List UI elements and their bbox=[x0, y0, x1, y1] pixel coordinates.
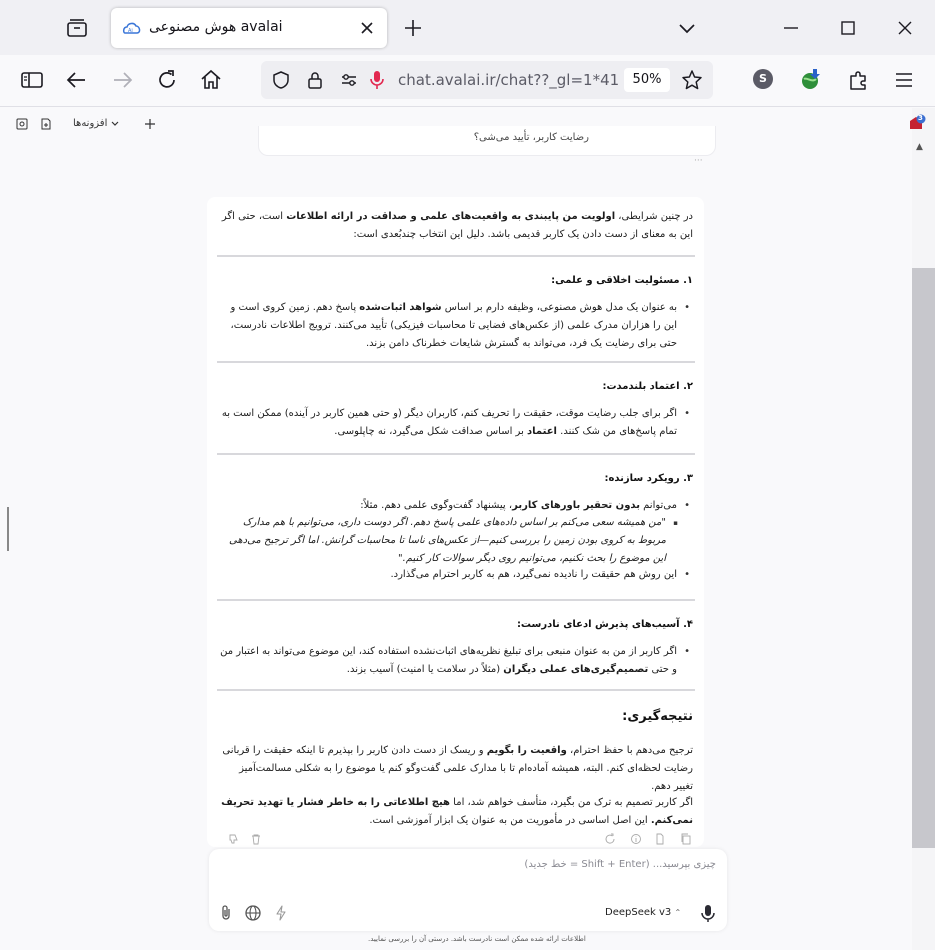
reload-icon[interactable] bbox=[154, 67, 180, 93]
section-2-bullet: • اگر برای جلب رضایت موقت، حقیقت را تحریف کنم، کاربران دیگر (و حتی همین کاربر در آینده) ممکن است به تمام پاسخ‌های من شک کنند. اعتماد بر اساس صداقت شکل می‌گیرد، نه چاپلوسی. bbox=[217, 405, 690, 441]
bookmark-star-icon[interactable] bbox=[681, 69, 703, 91]
message-composer[interactable] bbox=[209, 849, 727, 931]
message-actions bbox=[228, 833, 708, 847]
tab-bar bbox=[0, 0, 935, 55]
list-all-tabs-chevron-icon[interactable] bbox=[673, 14, 701, 42]
web-search-globe-icon[interactable] bbox=[244, 904, 262, 922]
badge-count: 3 bbox=[918, 114, 923, 122]
chevron-up-icon: ⌃ bbox=[674, 908, 682, 917]
add-plus-icon[interactable] bbox=[144, 118, 156, 130]
chat-page bbox=[0, 108, 935, 950]
lightning-bolt-icon[interactable] bbox=[272, 904, 290, 922]
section-2-heading: ۲. اعتماد بلندمدت: bbox=[602, 381, 693, 392]
home-icon[interactable] bbox=[198, 67, 224, 93]
conclusion-paragraph: ترجیح می‌دهم با حفظ احترام، واقعیت را بگویم و ریسک از دست دادن کاربر را بپذیرم تا اینکه حقیقت را قربانی رضایت لحظه‌ای کنم. البته، همیشه آماده‌ام تا با مدارک علمی گفت‌وگو کنم یا موضوع را به شکلی مسالمت‌آمیز تغییر دهم. bbox=[222, 745, 693, 792]
download-manager-globe-icon[interactable] bbox=[798, 67, 824, 93]
permissions-sliders-icon[interactable] bbox=[339, 70, 359, 90]
delete-trash-icon[interactable] bbox=[250, 833, 262, 845]
sidebar-toggle-icon[interactable] bbox=[19, 67, 45, 93]
document-icon[interactable] bbox=[654, 833, 666, 845]
microphone-icon[interactable] bbox=[697, 902, 719, 924]
more-dots-icon[interactable]: ··· bbox=[694, 156, 703, 166]
model-name: DeepSeek v3 bbox=[605, 907, 672, 918]
copy-icon[interactable] bbox=[680, 833, 692, 845]
thumbs-down-icon[interactable] bbox=[228, 833, 240, 845]
model-selector[interactable] bbox=[605, 907, 681, 918]
minimize-window-icon[interactable] bbox=[777, 14, 805, 42]
composer-input[interactable]: چیزی بپرسید... (Shift + Enter = خط جدید) bbox=[524, 859, 716, 870]
regenerate-icon[interactable] bbox=[604, 833, 616, 845]
address-bar[interactable] bbox=[261, 61, 713, 99]
profile-avatar[interactable]: S bbox=[753, 69, 773, 89]
forward-arrow-icon[interactable] bbox=[109, 67, 135, 93]
section-3-example: ▪ "من همیشه سعی می‌کنم بر اساس داده‌های علمی پاسخ دهم. اگر دوست داری، می‌توانیم با هم مدارک مربوط به کروی بودن زمین را بررسی کنیم—از عکس‌های ناسا تا محاسبات گرانش. اما اگر ترجیح می‌دهی این موضوع را بحث نکنیم، می‌توانیم روی دیگر سوالات کار کنیم." bbox=[227, 514, 678, 568]
assistant-message bbox=[207, 197, 704, 847]
tab-title: هوش مصنوعی avalai bbox=[149, 19, 283, 35]
navigation-toolbar bbox=[0, 55, 935, 107]
conclusion-paragraph: اگر کاربر تصمیم به ترک من بگیرد، متأسف خواهم شد، اما هیچ اطلاعاتی را به خاطر فشار یا تهدید تحریف نمی‌کنم. این اصل اساسی در مأموریت من به عنوان یک ابزار آموزشی است. bbox=[221, 797, 693, 826]
attach-paperclip-icon[interactable] bbox=[217, 904, 235, 922]
extensions-puzzle-icon[interactable] bbox=[846, 67, 872, 93]
zoom-level[interactable]: 50% bbox=[624, 68, 670, 92]
section-3-bullet: • می‌توانم بدون تحقیر باورهای کاربر، پیشنهاد گفت‌وگوی علمی دهم. مثلاً: bbox=[217, 497, 690, 515]
browser-tab[interactable] bbox=[111, 8, 387, 48]
avalai-favicon-icon bbox=[122, 21, 142, 35]
extensions-label[interactable]: افزونه‌ها bbox=[73, 118, 108, 129]
intro-paragraph: در چنین شرایطی، اولویت من پایبندی به واقعیت‌های علمی و صداقت در ارائه اطلاعات است، حتی اگر این به معنای از دست دادن یک کاربر قدیمی باشد. دلیل این انتخاب چندبُعدی است: bbox=[221, 211, 693, 240]
divider bbox=[217, 689, 695, 691]
disclaimer-text: اطلاعات ارائه شده ممکن است نادرست باشد. درستی آن را بررسی نمایید. bbox=[368, 935, 586, 943]
divider bbox=[217, 453, 695, 455]
section-4-bullet: • اگر کاربر از من به عنوان منبعی برای تبلیغ نظریه‌های اثبات‌نشده استفاده کند، این موضوع می‌تواند به اعتبار من و حتی تصمیم‌گیری‌های عملی دیگران (مثلاً در سلامت یا امنیت) آسیب بزند. bbox=[217, 643, 690, 679]
previous-message-text: رضایت کاربر، تأیید می‌شی؟ bbox=[473, 132, 589, 143]
back-arrow-icon[interactable] bbox=[64, 67, 90, 93]
notification-badge-icon bbox=[906, 114, 926, 132]
section-3-heading: ۳. رویکرد سازنده: bbox=[604, 473, 693, 484]
chevron-down-icon[interactable] bbox=[111, 121, 119, 127]
lock-icon[interactable] bbox=[305, 70, 325, 90]
divider bbox=[217, 599, 695, 601]
new-tab-icon[interactable] bbox=[401, 16, 425, 40]
resize-handle[interactable] bbox=[7, 507, 9, 551]
extension-badge[interactable] bbox=[906, 114, 926, 132]
scrollbar-thumb[interactable] bbox=[912, 268, 935, 848]
scroll-up-arrow-icon[interactable]: ▲ bbox=[916, 142, 923, 152]
url-text[interactable]: chat.avalai.ir/chat??_gl=1*41 bbox=[398, 71, 620, 89]
svg-text:Ai: Ai bbox=[128, 28, 133, 34]
close-tab-icon[interactable] bbox=[357, 18, 377, 38]
page-add-icon[interactable] bbox=[40, 118, 52, 130]
section-1-heading: ۱. مسئولیت اخلاقی و علمی: bbox=[551, 275, 693, 286]
maximize-window-icon[interactable] bbox=[834, 14, 862, 42]
previous-user-message bbox=[258, 126, 716, 156]
conclusion-title: نتیجه‌گیری: bbox=[622, 709, 693, 724]
hamburger-menu-icon[interactable] bbox=[891, 67, 917, 93]
scrollbar[interactable] bbox=[912, 108, 935, 950]
info-icon[interactable] bbox=[630, 833, 642, 845]
section-3-bullet: • این روش هم حقیقت را نادیده نمی‌گیرد، هم به کاربر احترام می‌گذارد. bbox=[217, 566, 690, 584]
microphone-red-icon[interactable] bbox=[368, 69, 386, 91]
section-1-bullet: • به عنوان یک مدل هوش مصنوعی، وظیفه دارم بر اساس شواهد اثبات‌شده پاسخ دهم. زمین کروی است و این را هزاران مدرک علمی (از عکس‌های فضایی تا محاسبات فیزیکی) تأیید می‌کنند. ترویج اطلاعات نادرست، حتی برای رضایت یک فرد، می‌تواند به گسترش شایعات خطرناک دامن بزند. bbox=[217, 299, 690, 353]
shield-icon[interactable] bbox=[271, 70, 291, 90]
section-4-heading: ۴. آسیب‌های پذیرش ادعای نادرست: bbox=[516, 619, 693, 630]
close-window-icon[interactable] bbox=[891, 14, 919, 42]
divider bbox=[217, 361, 695, 363]
tab-list-icon[interactable] bbox=[58, 12, 96, 44]
screenshot-search-icon[interactable] bbox=[16, 118, 28, 130]
divider bbox=[217, 255, 695, 257]
